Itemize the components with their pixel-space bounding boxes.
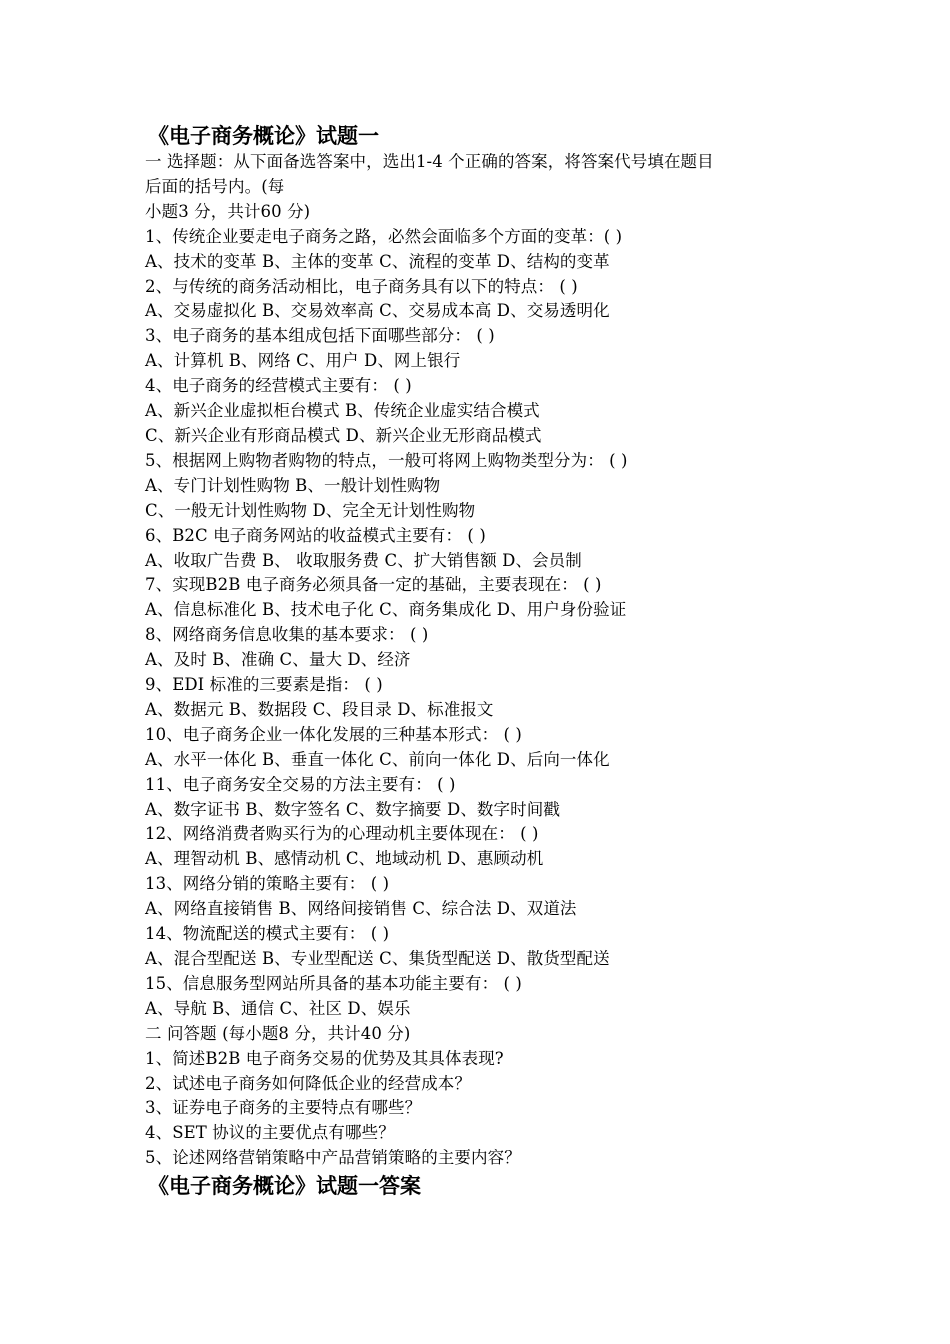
- options-11: A、数字证书 B、数字签名 C、数字摘要 D、数字时间戳: [145, 799, 560, 819]
- options-12: A、理智动机 B、感情动机 C、地域动机 D、惠顾动机: [145, 849, 544, 869]
- options-4a: A、新兴企业虚拟柜台模式 B、传统企业虚实结合模式: [145, 401, 540, 421]
- essay-question-3: 3、证券电子商务的主要特点有哪些？: [145, 1098, 422, 1118]
- question-11: 11、电子商务安全交易的方法主要有： ( ): [145, 774, 456, 794]
- exam-title: 《电子商务概论》试题一: [148, 124, 379, 148]
- question-9: 9、EDI 标准的三要素是指： ( ): [145, 675, 383, 695]
- essay-question-1: 1、简述B2B 电子商务交易的优势及其具体表现?: [145, 1048, 504, 1068]
- question-2: 2、与传统的商务活动相比，电子商务具有以下的特点： ( ): [145, 276, 578, 296]
- intro-line: 一 选择题：从下面备选答案中，选出1-4 个正确的答案，将答案代号填在题目: [145, 152, 714, 171]
- question-15: 15、信息服务型网站所具备的基本功能主要有： ( ): [145, 973, 522, 993]
- options-10: A、水平一体化 B、垂直一体化 C、前向一体化 D、后向一体化: [145, 749, 610, 769]
- question-7: 7、实现B2B 电子商务必须具备一定的基础，主要表现在： ( ): [145, 575, 602, 595]
- options-4b: C、新兴企业有形商品模式 D、新兴企业无形商品模式: [145, 425, 542, 445]
- essay-question-2: 2、试述电子商务如何降低企业的经营成本？: [145, 1073, 471, 1093]
- options-3: A、计算机 B、网络 C、用户 D、网上银行: [145, 351, 461, 371]
- question-8: 8、网络商务信息收集的基本要求： ( ): [145, 625, 429, 645]
- question-6: 6、B2C 电子商务网站的收益模式主要有： ( ): [145, 525, 486, 545]
- options-14: A、混合型配送 B、专业型配送 C、集货型配送 D、散货型配送: [145, 949, 610, 968]
- answer-title: 《电子商务概论》试题一答案: [148, 1174, 421, 1199]
- options-5a: A、专门计划性购物 B、一般计划性购物: [145, 475, 441, 495]
- intro-line: 后面的括号内。(每: [145, 176, 285, 196]
- essay-question-5: 5、论述网络营销策略中产品营销策略的主要内容？: [145, 1148, 521, 1168]
- essay-section: [145, 1022, 825, 1171]
- options-8: A、及时 B、准确 C、量大 D、经济: [145, 650, 411, 670]
- question-5: 5、根据网上购物者购物的特点，一般可将网上购物类型分为： ( ): [145, 450, 628, 470]
- options-2: A、交易虚拟化 B、交易效率高 C、交易成本高 D、交易透明化: [145, 301, 610, 321]
- question-14: 14、物流配送的模式主要有： ( ): [145, 924, 390, 944]
- options-13: A、网络直接销售 B、网络间接销售 C、综合法 D、双道法: [145, 899, 577, 919]
- options-5b: C、一般无计划性购物 D、完全无计划性购物: [145, 500, 476, 520]
- document-page: [145, 122, 825, 1201]
- options-7: A、信息标准化 B、技术电子化 C、商务集成化 D、用户身份验证: [145, 600, 627, 620]
- choice-questions: [145, 225, 825, 1022]
- section1-intro: [145, 150, 825, 225]
- options-6: A、收取广告费 B、 收取服务费 C、扩大销售额 D、会员制: [145, 550, 582, 570]
- question-4: 4、电子商务的经营模式主要有： ( ): [145, 376, 412, 396]
- intro-line: 小题3 分，共计60 分): [145, 201, 311, 221]
- options-1: A、技术的变革 B、主体的变革 C、流程的变革 D、结构的变革: [145, 251, 610, 271]
- question-13: 13、网络分销的策略主要有： ( ): [145, 874, 390, 894]
- question-10: 10、电子商务企业一体化发展的三种基本形式： ( ): [145, 724, 522, 744]
- options-15: A、导航 B、通信 C、社区 D、娱乐: [145, 998, 411, 1018]
- question-1: 1、传统企业要走电子商务之路，必然会面临多个方面的变革：( ): [145, 226, 623, 246]
- question-3: 3、电子商务的基本组成包括下面哪些部分： ( ): [145, 326, 495, 346]
- essay-question-4: 4、SET 协议的主要优点有哪些？: [145, 1123, 395, 1143]
- question-12: 12、网络消费者购买行为的心理动机主要体现在： ( ): [145, 824, 539, 844]
- options-9: A、数据元 B、数据段 C、段目录 D、标准报文: [145, 699, 494, 719]
- section2-heading: 二 问答题 (每小题8 分，共计40 分): [145, 1023, 411, 1043]
